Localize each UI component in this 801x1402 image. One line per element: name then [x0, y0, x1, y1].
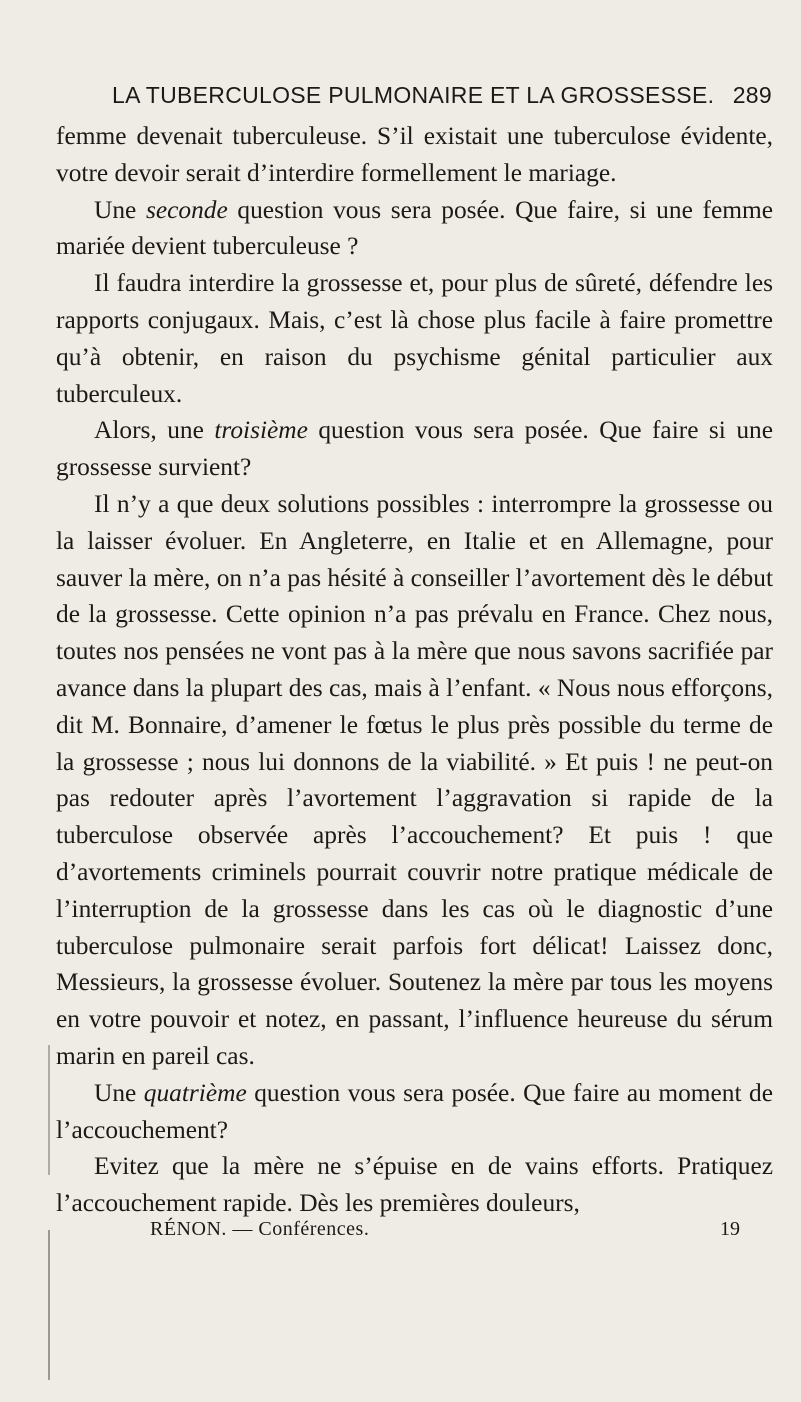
- paragraph-text: Une: [94, 1078, 144, 1107]
- paragraph-fourth-question: [56, 1075, 773, 1149]
- emphasis-troisieme: troisième: [214, 416, 308, 445]
- paragraph-second-question: [56, 192, 773, 266]
- paragraph-text: question vous sera posée. Que faire au moment de l’accouchement?: [56, 1078, 773, 1144]
- body-text: [56, 118, 773, 1222]
- paragraph-deux-solutions: Il n’y a que deux solutions possibles : interrompre la grossesse ou la laisser évoluer. En Angleterre, en Italie et en Allemagne, pour sauver la mère, on n’a pas hésité à conseiller l’avortement dès le début de la grossesse. Cette opinion n’a pas prévalu en France. Chez nous, toutes nos pensées ne vont pas à la mère que nous savons sacrifiée par avance dans la plupart des cas, mais à l’enfant. « Nous nous efforçons, dit M. Bonnaire, d’amener le fœtus le plus près possible du terme de la grossesse ; nous lui donnons de la viabilité. » Et puis ! ne peut-on pas redouter après l’avortement l’aggravation si rapide de la tuberculose observée après l’accouchement? Et puis ! que d’avortements criminels pourrait couvrir notre pratique médicale de l’interruption de la grossesse dans les cas où le diagnostic d’une tuberculose pulmonaire serait parfois fort délicat! Laissez donc, Messieurs, la grossesse évoluer. Soutenez la mère par tous les moyens en votre pouvoir et notez, en passant, l’influence heureuse du sérum marin en pareil cas.: [56, 489, 774, 1070]
- running-head-title: LA TUBERCULOSE PULMONAIRE ET LA GROSSESSE.: [112, 82, 715, 108]
- paragraph-text: Alors, une: [94, 416, 215, 445]
- emphasis-quatrieme: quatrième: [143, 1078, 247, 1107]
- paragraph-text: question vous sera posée. Que faire, si une femme mariée devient tuberculeuse ?: [56, 195, 773, 261]
- paragraph-text: Une: [94, 195, 146, 224]
- emphasis-seconde: seconde: [145, 195, 228, 224]
- page-edge-shadow: [48, 1230, 50, 1380]
- page-edge-shadow: [48, 1045, 50, 1175]
- paragraph-continuation: femme devenait tuberculeuse. S’il existait une tuberculose évidente, votre devoir serait d’interdire formellement le mariage.: [56, 122, 773, 187]
- paragraph-third-question: [56, 412, 773, 486]
- page-number: 289: [732, 82, 772, 108]
- signature-mark: RÉNON. — Conférences.: [150, 1218, 370, 1240]
- paragraph-interdire-grossesse: Il faudra interdire la grossesse et, pour plus de sûreté, défendre les rapports conjugaux. Mais, c’est là chose plus facile à faire promettre qu’à obtenir, en raison du psychisme génital particulier aux tuberculeux.: [56, 269, 773, 408]
- signature-number: 19: [720, 1218, 740, 1240]
- paragraph-evitez: Evitez que la mère ne s’épuise en de vains efforts. Pratiquez l’accouchement rapide. Dès les premières douleurs,: [56, 1152, 773, 1218]
- paragraph-text: question vous sera posée. Que faire si une grossesse survient?: [56, 416, 773, 482]
